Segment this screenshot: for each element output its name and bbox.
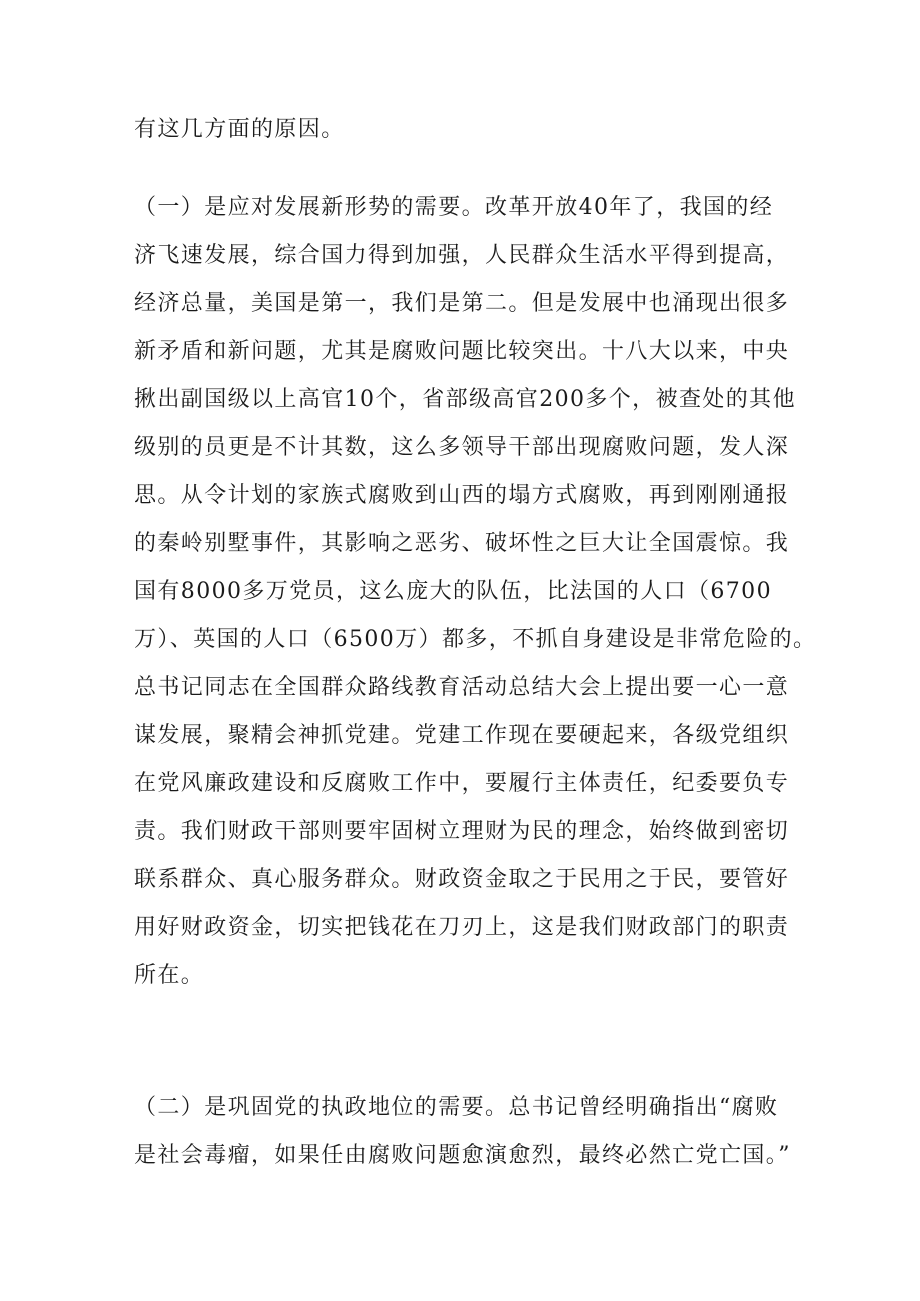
- paragraph-line: 万）、英国的人口（6500万）都多，不抓自身建设是非常危险的。: [134, 627, 817, 652]
- paragraph-line: 是社会毒瘤，如果任由腐败问题愈演愈烈，最终必然亡党亡国。”: [134, 1143, 791, 1168]
- paragraph-line: 揪出副国级以上高官10个，省部级高官200多个，被查处的其他: [134, 387, 796, 412]
- paragraph-line: 谋发展，聚精会神抓党建。党建工作现在要硬起来，各级党组织: [134, 723, 790, 748]
- paragraph-line: （一）是应对发展新形势的需要。改革开放40年了，我国的经: [134, 195, 774, 220]
- paragraph-line: 经济总量，美国是第一，我们是第二。但是发展中也涌现出很多: [134, 291, 790, 316]
- paragraph-line: 国有8000多万党员，这么庞大的队伍，比法国的人口（6700: [134, 579, 772, 604]
- paragraph-line: 用好财政资金，切实把钱花在刀刃上，这是我们财政部门的职责: [134, 915, 790, 940]
- paragraph-line: 新矛盾和新问题，尤其是腐败问题比较突出。十八大以来，中央: [134, 339, 790, 364]
- paragraph-line: 济飞速发展，综合国力得到加强，人民群众生活水平得到提高，: [134, 243, 790, 268]
- paragraph-line: 的秦岭别墅事件，其影响之恶劣、破坏性之巨大让全国震惊。我: [134, 531, 790, 556]
- paragraph-line: 责。我们财政干部则要牢固树立理财为民的理念，始终做到密切: [134, 819, 790, 844]
- paragraph-line: 思。从令计划的家族式腐败到山西的塌方式腐败，再到刚刚通报: [134, 483, 790, 508]
- paragraph-line: 级别的员更是不计其数，这么多领导干部出现腐败问题，发人深: [134, 435, 790, 460]
- paragraph-line: （二）是巩固党的执政地位的需要。总书记曾经明确指出“腐败: [134, 1095, 779, 1120]
- paragraph-line: 所在。: [134, 963, 205, 988]
- intro-paragraph: 有这几方面的原因。: [134, 117, 345, 142]
- paragraph-line: 联系群众、真心服务群众。财政资金取之于民用之于民，要管好: [134, 867, 790, 892]
- paragraph-line: 在党风廉政建设和反腐败工作中，要履行主体责任，纪委要负专: [134, 771, 790, 796]
- paragraph-line: 总书记同志在全国群众路线教育活动总结大会上提出要一心一意: [134, 675, 790, 700]
